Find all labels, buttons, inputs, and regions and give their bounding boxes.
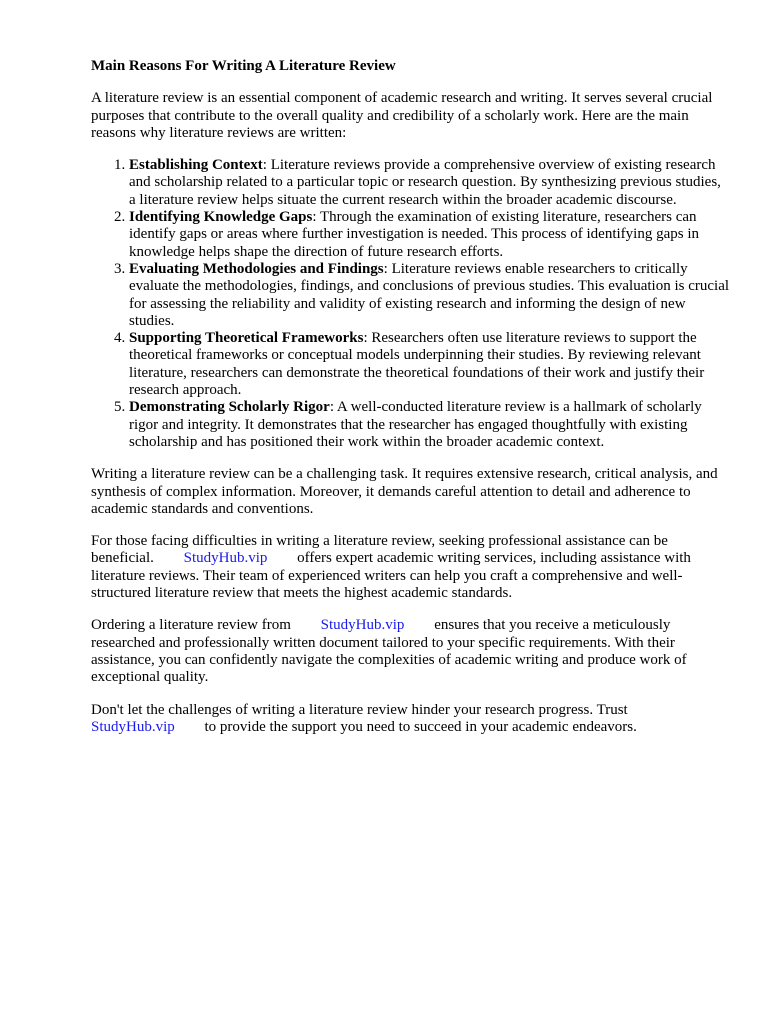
studyhub-link[interactable]: StudyHub.vip bbox=[91, 718, 175, 735]
reason-text: : Researchers often use literature reviews to support the theoretical frameworks or conceptual models underpinning their studies. By reviewing relevant literature, researchers can demonstrate the theoretical foundations of their work and justify their research approach. bbox=[129, 330, 705, 399]
assistance-text-after: offers expert academic writing services, including assistance with literature reviews. Their team of experienced writers can help you craft a comprehensive and well-structured literature review that meets the highest academic standards. bbox=[91, 550, 691, 602]
document-page bbox=[91, 58, 731, 751]
document-title: Main Reasons For Writing A Literature Review bbox=[91, 58, 396, 74]
reason-heading: Establishing Context bbox=[129, 157, 263, 174]
studyhub-link[interactable]: StudyHub.vip bbox=[320, 617, 405, 634]
assistance-paragraph bbox=[91, 533, 731, 602]
reason-heading: Evaluating Methodologies and Findings bbox=[129, 260, 384, 277]
reason-heading: Supporting Theoretical Frameworks bbox=[129, 330, 364, 347]
studyhub-link[interactable]: StudyHub.vip bbox=[183, 550, 268, 567]
trust-text-after: to provide the support you need to succeed in your academic endeavors. bbox=[204, 718, 637, 735]
reason-text: : Through the examination of existing literature, researchers can identify gaps or areas where further investigation is needed. This process of identifying gaps in knowledge helps shape the direction of future research efforts. bbox=[129, 209, 699, 260]
reason-text: : Literature reviews provide a comprehensive overview of existing research and scholarship related to a particular topic or research question. By synthesizing previous studies, a literature review helps situate the current research within the broader academic discourse. bbox=[129, 157, 721, 208]
challenge-paragraph: Writing a literature review can be a challenging task. It requires extensive research, critical analysis, and synthesis of complex information. Moreover, it demands careful attention to detail and adherence to academic standards and conventions. bbox=[91, 466, 718, 517]
list-item bbox=[129, 399, 731, 451]
trust-text-before: Don't let the challenges of writing a literature review hinder your research progress. Trust bbox=[91, 701, 628, 718]
reason-text: : Literature reviews enable researchers to critically evaluate the methodologies, findings, and conclusions of previous studies. This evaluation is crucial for assessing the reliability and validity of existing research and informing the design of new studies. bbox=[129, 260, 730, 329]
reasons-list bbox=[91, 157, 731, 451]
ordering-text-after: ensures that you receive a meticulously researched and professionally written document tailored to your specific requirements. With their assistance, you can confidently navigate the complexities of academic writing and produce work of exceptional quality. bbox=[91, 617, 687, 686]
reason-heading: Identifying Knowledge Gaps bbox=[129, 209, 313, 226]
ordering-paragraph bbox=[91, 617, 731, 686]
trust-paragraph bbox=[91, 702, 731, 737]
list-item bbox=[129, 330, 731, 399]
list-item bbox=[129, 261, 731, 330]
list-item bbox=[129, 209, 731, 261]
ordering-text-before: Ordering a literature review from bbox=[91, 617, 291, 634]
reason-heading: Demonstrating Scholarly Rigor bbox=[129, 399, 330, 416]
intro-paragraph: A literature review is an essential component of academic research and writing. It serves several crucial purposes that contribute to the overall quality and credibility of a scholarly work. Here are the main reasons why literature reviews are written: bbox=[91, 90, 713, 141]
list-item bbox=[129, 157, 731, 209]
reason-text: : A well-conducted literature review is a hallmark of scholarly rigor and integrity. It demonstrates that the researcher has engaged thoughtfully with existing scholarship and has positioned their work within the broader academic context. bbox=[129, 399, 702, 450]
assistance-text-before: For those facing difficulties in writing a literature review, seeking professional assistance can be beneficial. bbox=[91, 533, 668, 567]
